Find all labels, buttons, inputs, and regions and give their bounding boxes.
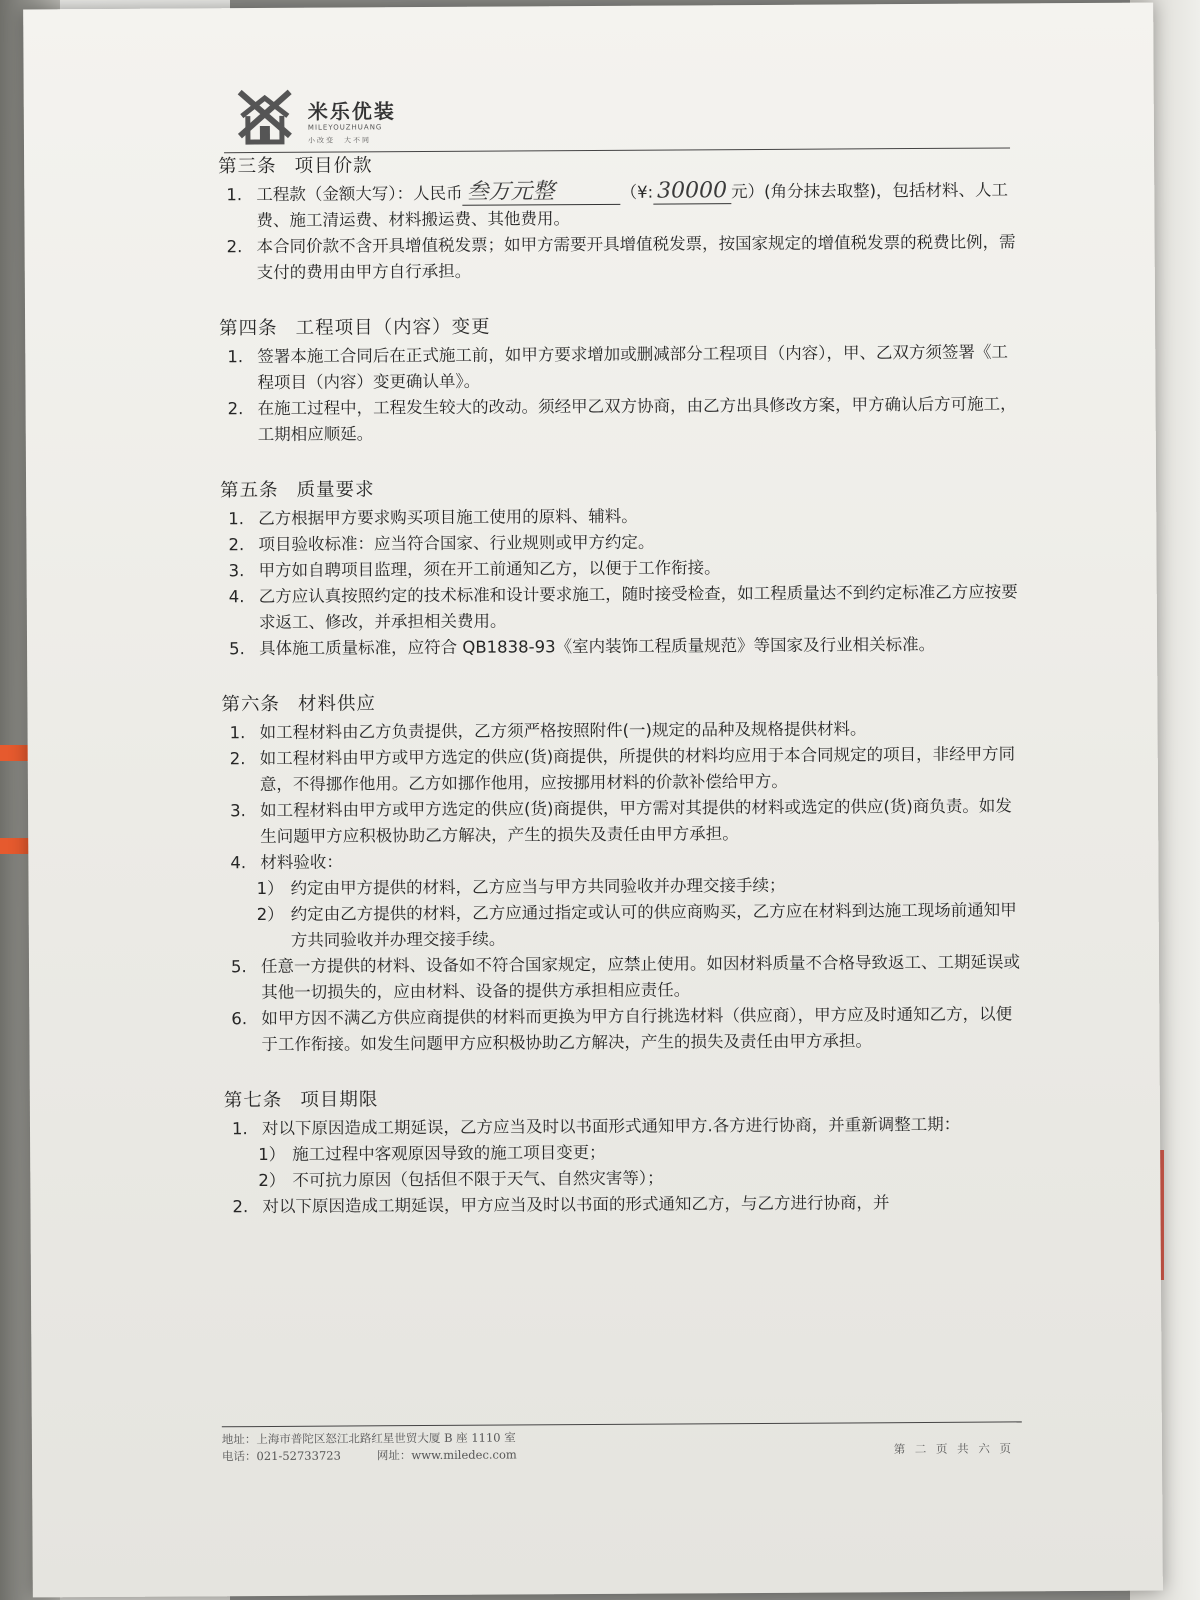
section-number: 第六条	[221, 693, 280, 716]
clause-text: 乙方应认真按照约定的技术标准和设计要求施工，随时接受检查，如工程质量达不到约定标准乙方应按要求返工、修改，并承担相关费用。	[258, 582, 1018, 633]
sub-clause-text: 施工过程中客观原因导致的施工项目变更；	[292, 1142, 606, 1164]
clause-number: 1.	[227, 347, 244, 367]
document-page	[23, 3, 1163, 1598]
clause-number: 5.	[229, 639, 245, 659]
letterhead	[224, 79, 1010, 153]
section-label: 项目期限	[300, 1089, 379, 1111]
clause-text: 签署本施工合同后在正式施工前，如甲方要求增加或删减部分工程项目（内容），甲、乙双方须签署《工程项目（内容）变更确认单》。	[257, 342, 1009, 393]
clause-item	[223, 949, 1023, 1006]
brand-slogan: 小改变 大不同	[307, 136, 371, 145]
brand-name: 米乐优装	[307, 99, 396, 124]
section-label: 工程项目（内容）变更	[295, 316, 491, 339]
section-schedule	[224, 1083, 1025, 1220]
clause-number: 4.	[230, 853, 247, 873]
clause-text: 元）(角分抹去取整)，包括材料、人工费、施工清运费、材料搬运费、其他费用。	[256, 180, 1009, 231]
section-quality	[220, 473, 1021, 662]
sub-clause-number: 1）	[258, 1144, 286, 1165]
sub-clause-text: 约定由乙方提供的材料，乙方应通过指定或认可的供应商购买，乙方应在材料到达施工现场前通知甲方共同验收并办理交接手续。	[290, 900, 1017, 950]
clause-text: 对以下原因造成工期延误，甲方应当及时以书面的形式通知乙方，与乙方进行协商，并	[262, 1193, 890, 1217]
section-price	[218, 149, 1019, 286]
clause-item	[223, 1001, 1023, 1058]
clause-item	[222, 793, 1022, 850]
clause-number: 1.	[229, 723, 246, 743]
clause-number: 2.	[228, 535, 245, 555]
clause-text: （¥:	[620, 182, 654, 202]
windmill-house-logo-icon	[234, 86, 296, 146]
sub-clause-text: 约定由甲方提供的材料，乙方应当与甲方共同验收并办理交接手续；	[290, 875, 786, 898]
clause-text: 项目验收标准：应当符合国家、行业规则或甲方约定。	[258, 532, 655, 555]
clause-number: 1.	[231, 1119, 248, 1139]
clause-number: 1.	[228, 509, 245, 529]
section-label: 项目价款	[294, 155, 373, 177]
clause-text: 对以下原因造成工期延误，乙方应当及时以书面形式通知甲方.各方进行协商，并重新调整工期：	[261, 1114, 961, 1139]
clause-number: 4.	[228, 587, 245, 607]
clause-text: 如甲方因不满乙方供应商提供的材料而更换为甲方自行挑选材料（供应商），甲方应及时通知乙方，以便于工作衔接。如发生问题甲方应积极协助乙方解决，产生的损失及责任由甲方承担。	[261, 1004, 1013, 1055]
brand-pinyin: MILEYOUZHUANG	[307, 123, 383, 132]
footer-website: 网址：www.miledec.com	[376, 1447, 517, 1463]
section-number: 第四条	[219, 317, 278, 340]
clause-number: 3.	[228, 561, 245, 581]
clause-number: 3.	[230, 801, 246, 821]
clause-text: 工程款（金额大写）：人民币	[256, 183, 463, 205]
clause-number: 1.	[226, 185, 243, 205]
section-title	[220, 473, 1020, 504]
footer-phone: 电话：021-52733723	[221, 1448, 341, 1464]
clause-number: 2.	[229, 749, 246, 769]
section-label: 材料供应	[297, 693, 377, 715]
clause-item	[218, 177, 1018, 234]
clause-number: 2.	[226, 237, 243, 257]
section-title	[219, 311, 1019, 342]
clause-text: 任意一方提供的材料、设备如不符合国家规定，应禁止使用。如因材料质量不合格导致返工、工期延误或其他一切损失的，应由材料、设备的提供方承担相应责任。	[260, 952, 1021, 1003]
clause-text: 乙方根据甲方要求购买项目施工使用的原料、辅料。	[258, 506, 638, 529]
clause-text: 本合同价款不含开具增值税发票；如甲方需要开具增值税发票，按国家规定的增值税发票的税费比例，需支付的费用由甲方自行承担。	[256, 232, 1016, 283]
sub-clause-number: 2）	[258, 1170, 286, 1191]
clause-text: 如工程材料由乙方负责提供，乙方须严格按照附件(一)规定的品种及规格提供材料。	[259, 719, 867, 743]
clause-item	[220, 391, 1020, 448]
section-number: 第三条	[218, 155, 277, 178]
section-title	[218, 149, 1018, 180]
clause-number: 2.	[232, 1197, 249, 1217]
section-number: 第五条	[220, 479, 279, 502]
sub-clause-text: 不可抗力原因（包括但不限于天气、自然灾害等）；	[292, 1168, 664, 1190]
sub-clause-number: 2）	[256, 904, 284, 925]
sub-clause-item	[223, 897, 1023, 954]
clause-item	[224, 1189, 1024, 1220]
page-number: 第 二 页 共 六 页	[893, 1441, 1015, 1457]
footer-address: 地址：上海市普陀区怒江北路红星世贸大厦 B 座 1110 室	[221, 1430, 516, 1447]
section-materials	[221, 687, 1023, 1058]
clause-item	[219, 229, 1019, 286]
section-title	[221, 687, 1021, 718]
page-footer	[222, 1421, 1022, 1475]
contract-body	[218, 149, 1025, 1250]
clause-number: 5.	[230, 957, 247, 977]
clause-item	[219, 339, 1019, 396]
section-label: 质量要求	[296, 479, 375, 501]
sub-clause-number: 1）	[256, 878, 284, 899]
clause-number: 6.	[231, 1009, 248, 1029]
clause-text: 在施工过程中，工程发生较大的改动。须经甲乙双方协商，由乙方出具修改方案，甲方确认后方可施工，工期相应顺延。	[257, 394, 1017, 445]
handwritten-amount-words: 叁万元整	[462, 180, 620, 206]
clause-text: 如工程材料由甲方或甲方选定的供应(货)商提供，甲方需对其提供的材料或选定的供应(货)商负责。如发生问题甲方应积极协助乙方解决，产生的损失及责任由甲方承担。	[260, 796, 1012, 847]
clause-number: 2.	[227, 399, 244, 419]
handwritten-amount-number: 30000	[653, 179, 731, 204]
clause-text: 甲方如自聘项目监理，须在开工前通知乙方，以便于工作衔接。	[258, 558, 721, 581]
clause-text: 如工程材料由甲方或甲方选定的供应(货)商提供，所提供的材料均应用于本合同规定的项目，非经甲方同意，不得挪作他用。乙方如挪作他用，应按挪用材料的价款补偿给甲方。	[259, 744, 1016, 795]
clause-item	[221, 579, 1021, 636]
clause-item	[222, 741, 1022, 798]
clause-item	[221, 631, 1021, 662]
section-scope-change	[219, 311, 1020, 448]
clause-text: 具体施工质量标准，应符合 QB1838-93《室内装饰工程质量规范》等国家及行业相关标准。	[259, 634, 936, 659]
section-number: 第七条	[223, 1089, 283, 1112]
clause-text: 材料验收：	[260, 852, 343, 873]
section-title	[224, 1083, 1024, 1114]
